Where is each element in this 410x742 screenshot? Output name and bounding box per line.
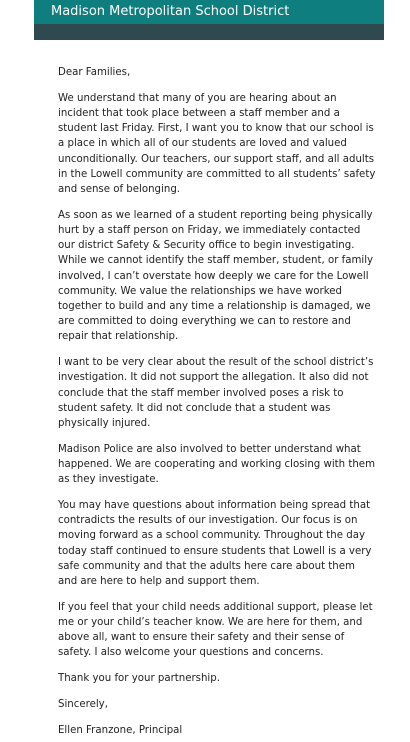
letter-closing: Sincerely, bbox=[58, 699, 108, 711]
letter-paragraph-5: You may have questions about information being spread that contradicts the results of our investigation. Our focus is on moving forward as a school community. Throughout the day today staff continued to ensure students that Lowell is a very safe community and that the adults here care about them and are here to help and support them. bbox=[58, 500, 372, 588]
letter-paragraph-6: If you feel that your child needs additional support, please let me or your child’s teacher know. We are here for them, and above all, want to ensure their safety and their sense of safety. I also welcome your questions and concerns. bbox=[58, 601, 373, 659]
header-band bbox=[34, 24, 384, 40]
district-header-bar bbox=[34, 0, 384, 24]
letter-thanks: Thank you for your partnership. bbox=[58, 673, 220, 685]
letter-paragraph-2: As soon as we learned of a student reporting being physically hurt by a staff person on Friday, we immediately contacted our district Safety & Security office to begin investigating. While we cannot identify the staff member, student, or family involved, I can’t overstate how deeply we care for the Lowell community. We value the relationships we have worked together to build and any time a relationship is damaged, we are committed to doing everything we can to restore and repair that relationship. bbox=[58, 209, 374, 343]
letter-paragraph-1: We understand that many of you are hearing about an incident that took place between a staff member and a student last Friday. First, I want you to know that our school is a place in which all of our students are loved and valued unconditionally. Our teachers, our support staff, and all adults in the Lowell community are committed to all students’ safety and sense of belonging. bbox=[58, 92, 376, 196]
letter-body bbox=[58, 65, 376, 742]
letter-greeting: Dear Families, bbox=[58, 67, 131, 78]
letter-paragraph-4: Madison Police are also involved to better understand what happened. We are cooperating and working closing with them as they investigate. bbox=[58, 443, 375, 486]
district-name: Madison Metropolitan School District bbox=[51, 4, 290, 19]
left-gutter bbox=[0, 0, 34, 742]
letter-signature: Ellen Franzone, Principal bbox=[58, 724, 183, 736]
letter-paragraph-3: I want to be very clear about the result of the school district’s investigation. It did not support the allegation. It also did not conclude that the staff member involved poses a risk to student safety. It did not conclude that a student was physically injured. bbox=[58, 357, 374, 430]
